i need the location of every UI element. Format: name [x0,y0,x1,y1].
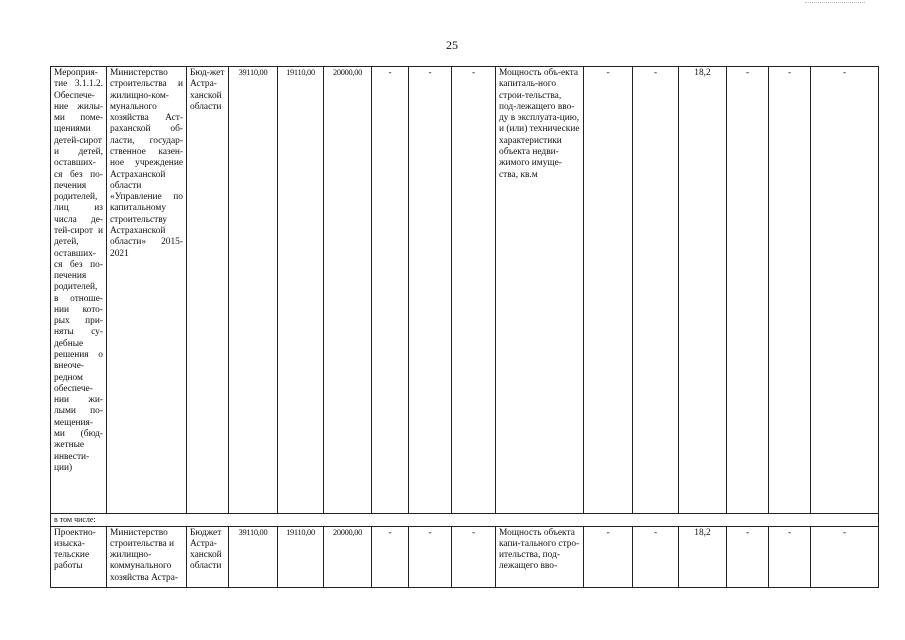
indicator-value-cell: - [584,526,633,587]
year-value-cell: 20000,00 [324,526,372,587]
total-cell: 39110,00 [229,526,278,587]
indicator-value-cell: - [584,67,633,514]
indicator-value-cell: - [727,526,769,587]
funding-source-cell: Бюд-жет Астра-ханской области [187,67,229,514]
indicator-cell: Мощность объекта капи-тального стро-ительства, под-лежащего вво- [496,526,584,587]
year-value-cell: - [452,526,496,587]
year-value-cell: - [452,67,496,514]
page-number: 25 [446,38,458,52]
scan-artifact [805,2,865,6]
indicator-value-cell: - [811,526,879,587]
year-value-cell: - [372,67,409,514]
sub-header-cell: в том числе: [51,514,879,527]
sub-event-row [51,526,879,587]
total-cell: 39110,00 [229,67,278,514]
year-value-cell: 19110,00 [278,67,324,514]
indicator-value-cell: - [769,526,811,587]
event-name-cell: Мероприя-тие 3.1.1.2. Обеспече-ние жилы-ми поме-щениями детей-сирот и детей, оставших-ся без по-печения родителей, лиц из числа де-тей-сирот и детей, оставших-ся без по-печения родителей, в отноше-нии кото-рых при-няты су-дебные решения о внеоче-редном обеспече-нии жи-лыми по-мещения-ми (бюд-жетные инвести-ции) [51,67,107,514]
indicator-value-cell: - [811,67,879,514]
sub-header-row [51,514,879,527]
indicator-value-cell: 18,2 [679,67,727,514]
year-value-cell: 19110,00 [278,526,324,587]
executor-cell: Министерство строительства и жилищно-ком-мунального хозяйства Аст-раханской об-ласти, государ-ственное казен-ное учреждение Астраханской области «Управление по капитальному строительству Астраханской области» 2015-2021 [107,67,187,514]
year-value-cell: - [409,526,452,587]
indicator-cell: Мощность объ-екта капиталь-ного строи-тельства, под-лежащего вво-ду в эксплуата-цию, и (или) технические характеристики объекта недви-жимого имуще-ства, кв.м [496,67,584,514]
event-name-cell: Проектно-изыска-тельские работы [51,526,107,587]
event-row [51,67,879,514]
indicator-value-cell: - [727,67,769,514]
program-table [50,66,879,588]
year-value-cell: - [409,67,452,514]
executor-cell: Министерство строительства и жилищно-коммунального хозяйства Астра- [107,526,187,587]
indicator-value-cell: - [633,67,679,514]
year-value-cell: 20000,00 [324,67,372,514]
indicator-value-cell: - [769,67,811,514]
indicator-value-cell: 18,2 [679,526,727,587]
indicator-value-cell: - [633,526,679,587]
funding-source-cell: Бюджет Астра-ханской области [187,526,229,587]
year-value-cell: - [372,526,409,587]
